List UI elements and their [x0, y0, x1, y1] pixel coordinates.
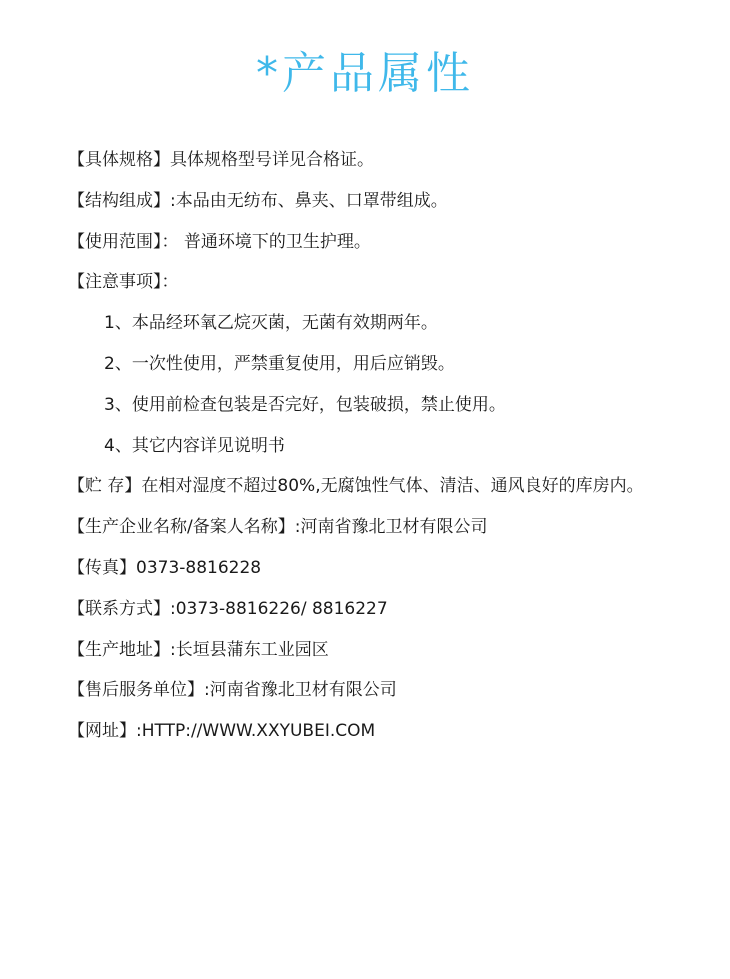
page-title: *产品属性 — [256, 48, 474, 99]
attr-after-sales: 【售后服务单位】:河南省豫北卫材有限公司 — [68, 680, 397, 701]
precaution-item-1: 1、本品经环氧乙烷灭菌，无菌有效期两年。 — [104, 313, 438, 334]
attr-production-address: 【生产地址】:长垣县蒲东工业园区 — [68, 639, 329, 660]
attr-contact: 【联系方式】:0373-8816226/ 8816227 — [68, 598, 388, 619]
precaution-item-3: 3、使用前检查包装是否完好，包装破损，禁止使用。 — [104, 394, 506, 415]
attr-website: 【网址】:HTTP://WWW.XXYUBEI.COM — [68, 721, 376, 742]
attr-storage: 【贮 存】在相对湿度不超过80%,无腐蚀性气体、清洁、通风良好的库房内。 — [68, 476, 644, 497]
attr-fax: 【传真】0373-8816228 — [68, 557, 262, 578]
attr-precautions-heading: 【注意事项】： — [68, 272, 179, 293]
precaution-item-4: 4、其它内容详见说明书 — [104, 435, 285, 456]
precaution-item-2: 2、一次性使用，严禁重复使用，用后应销毁。 — [104, 353, 455, 374]
product-attribute-list — [68, 140, 720, 752]
attr-composition: 【结构组成】:本品由无纺布、鼻夹、口罩带组成。 — [68, 190, 448, 211]
attr-manufacturer: 【生产企业名称/备案人名称】:河南省豫北卫材有限公司 — [68, 517, 488, 538]
attr-specification: 【具体规格】具体规格型号详见合格证。 — [68, 150, 374, 170]
attr-scope-of-use: 【使用范围】： 普通环境下的卫生护理。 — [68, 231, 371, 252]
